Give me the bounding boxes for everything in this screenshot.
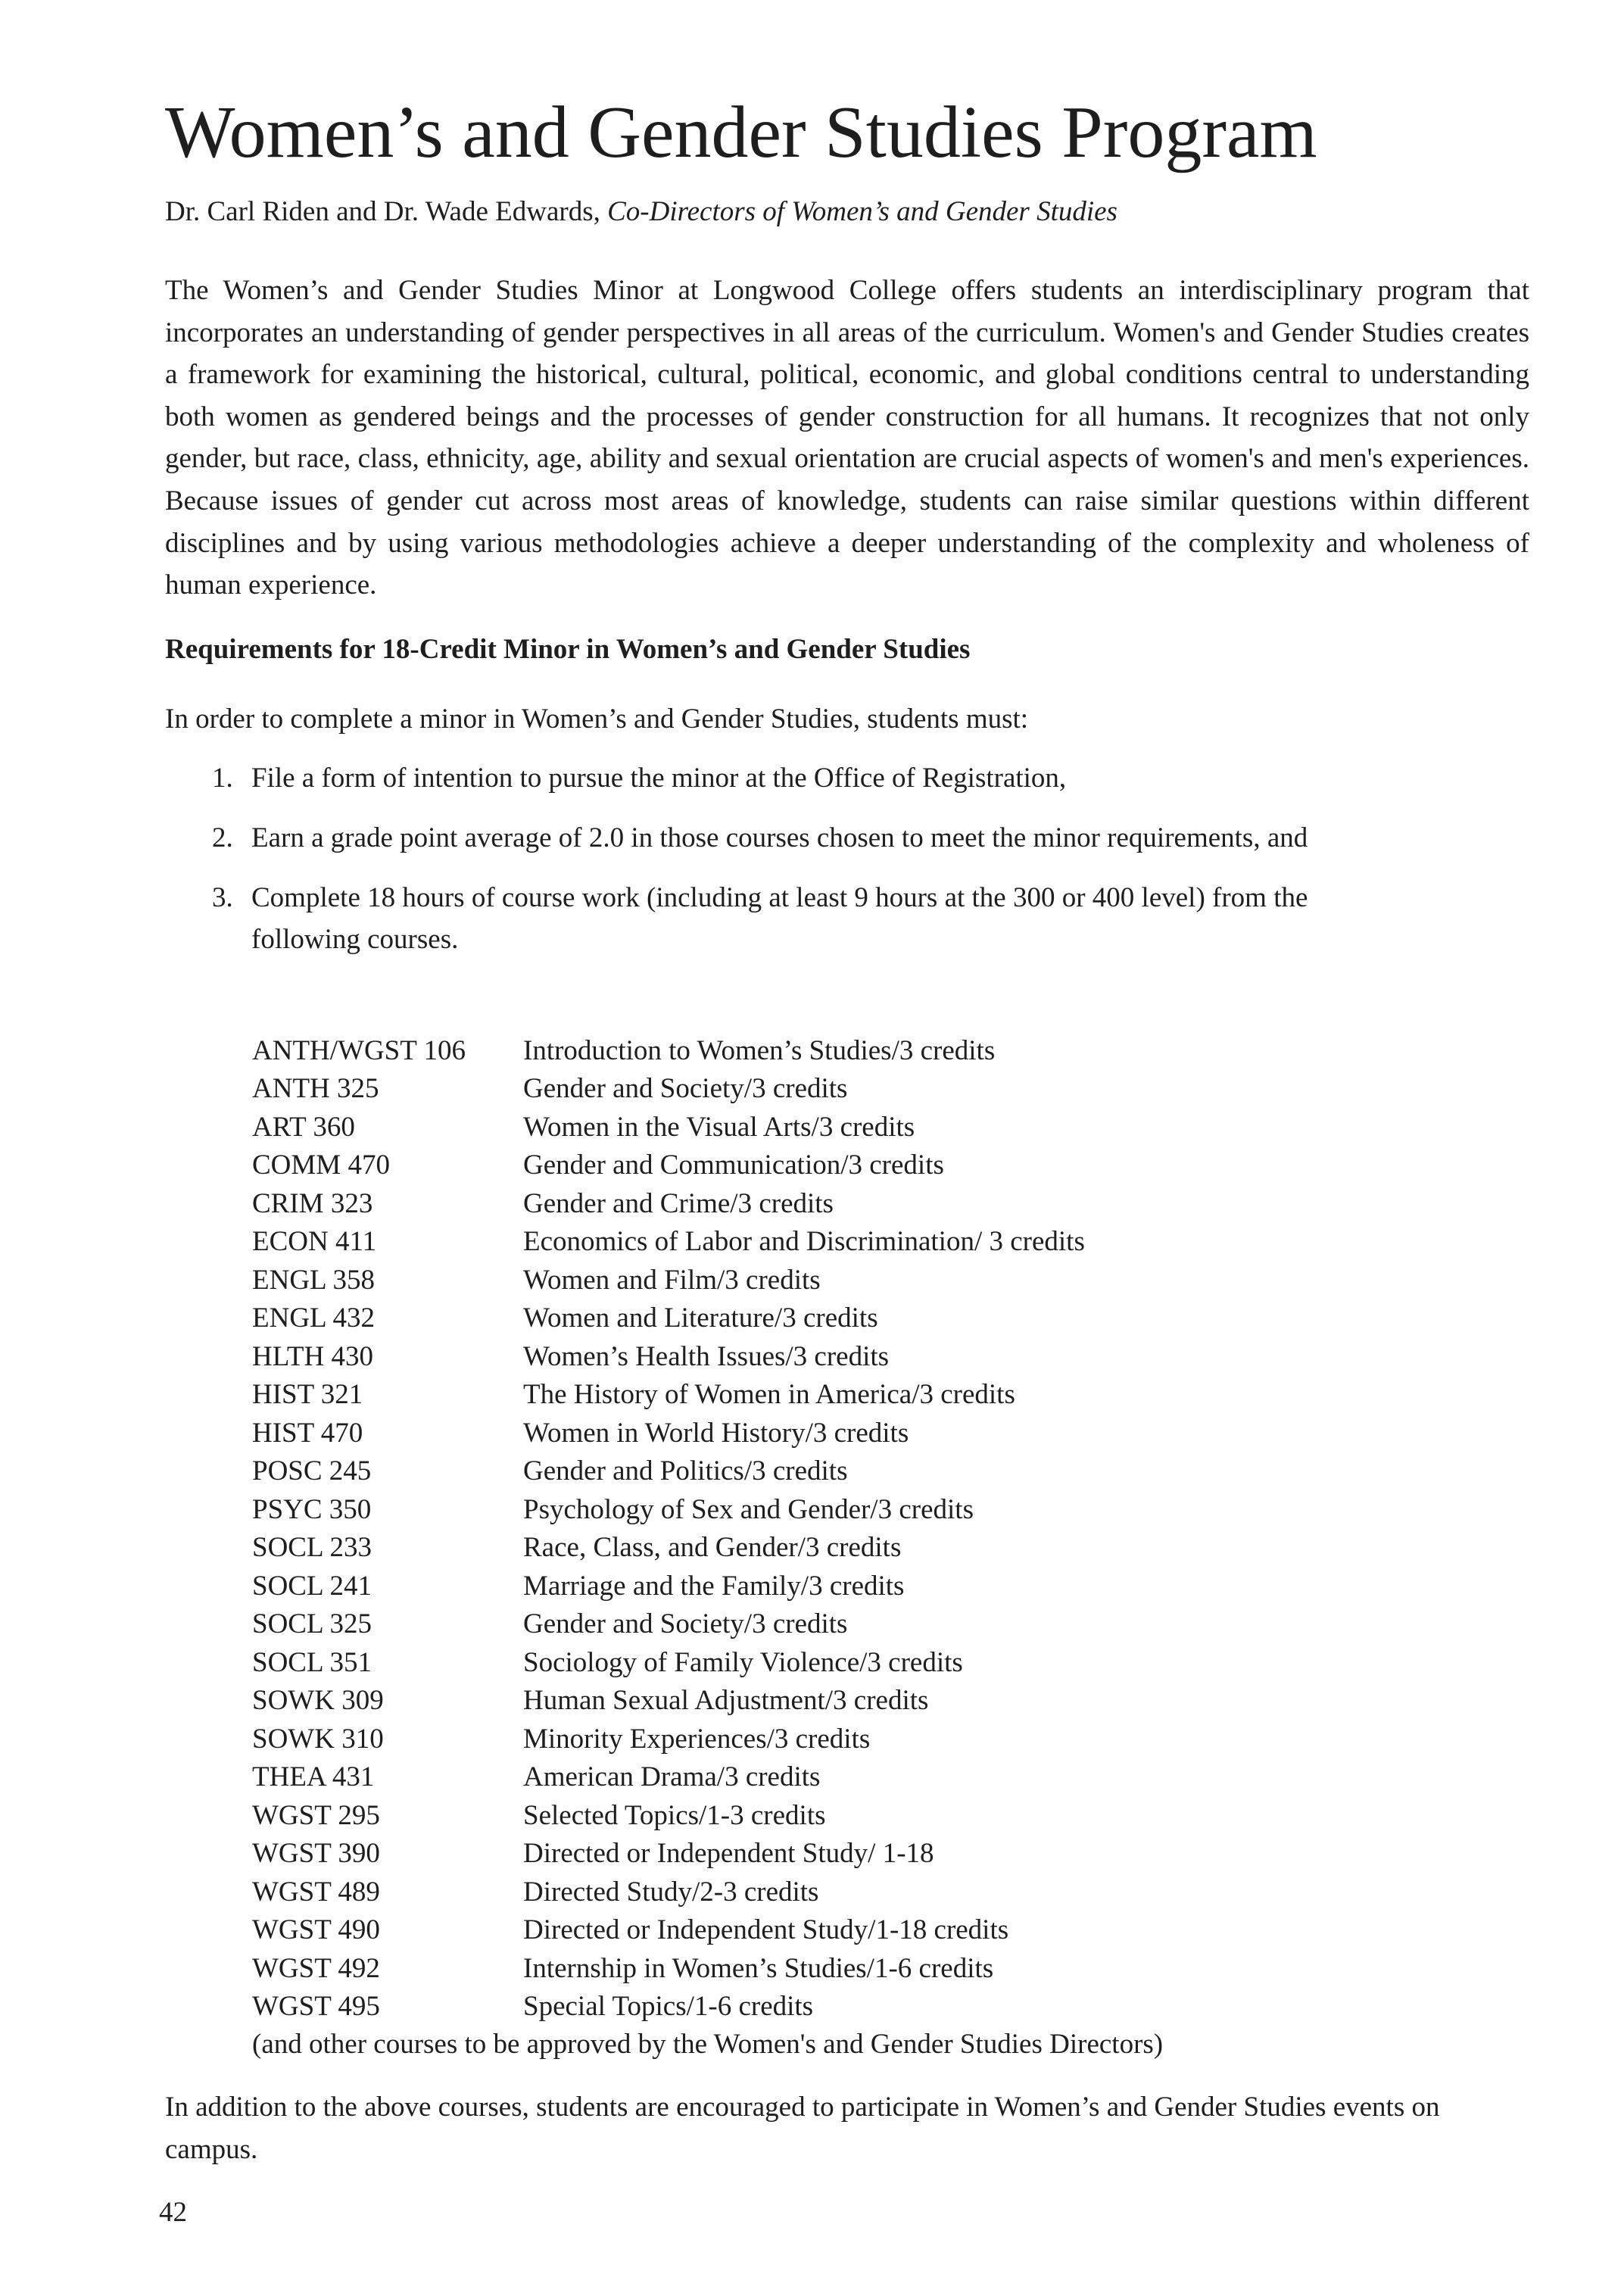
course-title: Race, Class, and Gender/3 credits	[523, 1532, 902, 1564]
course-title: Women in World History/3 credits	[523, 1417, 909, 1449]
course-title: Directed or Independent Study/1-18 credits	[523, 1914, 1009, 1946]
requirements-intro: In order to complete a minor in Women’s and Gender Studies, students must:	[165, 703, 1029, 735]
course-row	[252, 1873, 1163, 1911]
course-title: Women and Film/3 credits	[523, 1264, 821, 1296]
course-title: Selected Topics/1-3 credits	[523, 1799, 826, 1831]
course-code: PSYC 350	[252, 1493, 372, 1525]
course-row	[252, 1567, 1163, 1605]
course-row	[252, 1796, 1163, 1835]
requirement-number: 1.	[212, 763, 233, 794]
course-title: Special Topics/1-6 credits	[523, 1991, 814, 2023]
course-row	[252, 1911, 1163, 1950]
course-row	[252, 1261, 1163, 1299]
course-code: ENGL 358	[252, 1264, 376, 1296]
course-row	[252, 1682, 1163, 1721]
course-row	[252, 1529, 1163, 1568]
course-title: Internship in Women’s Studies/1-6 credits	[523, 1952, 994, 1984]
course-code: WGST 390	[252, 1838, 380, 1870]
requirements-heading: Requirements for 18-Credit Minor in Women’s and Gender Studies	[165, 634, 971, 665]
intro-paragraph: The Women’s and Gender Studies Minor at Longwood College offers students an interdisciplinary program that incorporates an understanding of gender perspectives in all areas of the curriculum. Women's and Gender Studies creates a framework for examining the historical, cultural, political, economic, and global conditions central to understanding both women as gendered beings and the processes of gender construction for all humans. It recognizes that not only gender, but race, class, ethnicity, age, ability and sexual orientation are crucial aspects of women's and men's experiences. Because issues of gender cut across most areas of knowledge, students can raise similar questions within different disciplines and by using various methodologies achieve a deeper understanding of the complexity and wholeness of human experience.	[165, 275, 1529, 601]
requirement-text: File a form of intention to pursue the minor at the Office of Registration,	[251, 763, 1067, 794]
course-row	[252, 1758, 1163, 1797]
course-code: HIST 470	[252, 1417, 363, 1449]
course-row	[252, 1031, 1163, 1070]
course-row	[252, 1070, 1163, 1109]
requirement-item	[212, 877, 1317, 960]
course-code: SOWK 310	[252, 1723, 384, 1755]
page-number: 42	[159, 2197, 187, 2228]
course-code: WGST 489	[252, 1876, 380, 1908]
course-title: Sociology of Family Violence/3 credits	[523, 1646, 963, 1678]
course-code: CRIM 323	[252, 1187, 373, 1219]
course-title: Gender and Society/3 credits	[523, 1073, 848, 1105]
course-code: SOCL 233	[252, 1532, 372, 1564]
course-code: ENGL 432	[252, 1302, 376, 1334]
course-title: Gender and Crime/3 credits	[523, 1187, 834, 1219]
requirement-item	[212, 757, 1317, 799]
course-code: WGST 490	[252, 1914, 380, 1946]
course-title: Women’s Health Issues/3 credits	[523, 1340, 890, 1372]
course-title: Psychology of Sex and Gender/3 credits	[523, 1493, 974, 1525]
course-row	[252, 1337, 1163, 1376]
courses-note: (and other courses to be approved by the Women's and Gender Studies Directors)	[252, 2029, 1164, 2060]
course-title: Gender and Society/3 credits	[523, 1608, 848, 1640]
course-code: WGST 295	[252, 1799, 380, 1831]
course-code: SOCL 325	[252, 1608, 372, 1640]
requirement-text: Complete 18 hours of course work (including at least 9 hours at the 300 or 400 level) from the following courses.	[251, 882, 1308, 955]
directors-line	[165, 195, 1117, 229]
course-title: Introduction to Women’s Studies/3 credits	[523, 1034, 996, 1066]
course-code: WGST 495	[252, 1991, 380, 2023]
page-title: Women’s and Gender Studies Program	[165, 92, 1317, 173]
course-title: Minority Experiences/3 credits	[523, 1723, 871, 1755]
course-code: COMM 470	[252, 1150, 390, 1181]
course-code: ART 360	[252, 1111, 355, 1143]
course-title: Women and Literature/3 credits	[523, 1302, 878, 1334]
course-row	[252, 1643, 1163, 1682]
course-code: SOCL 351	[252, 1646, 372, 1678]
course-title: Marriage and the Family/3 credits	[523, 1570, 905, 1602]
directors-names: Dr. Carl Riden and Dr. Wade Edwards,	[165, 196, 608, 227]
course-title: Gender and Politics/3 credits	[523, 1455, 848, 1487]
course-row	[252, 1376, 1163, 1415]
course-code: ECON 411	[252, 1226, 377, 1258]
course-row	[252, 1184, 1163, 1223]
course-code: WGST 492	[252, 1952, 380, 1984]
course-code: THEA 431	[252, 1761, 375, 1793]
course-row	[252, 1835, 1163, 1873]
course-title: American Drama/3 credits	[523, 1761, 821, 1793]
course-title: Gender and Communication/3 credits	[523, 1150, 944, 1181]
course-title: Directed Study/2-3 credits	[523, 1876, 819, 1908]
course-title: Human Sexual Adjustment/3 credits	[523, 1685, 929, 1717]
requirement-item	[212, 817, 1317, 859]
course-code: HIST 321	[252, 1379, 363, 1411]
course-title: The History of Women in America/3 credits	[523, 1379, 1015, 1411]
course-row	[252, 1988, 1163, 2026]
course-title: Women in the Visual Arts/3 credits	[523, 1111, 915, 1143]
course-row	[252, 1490, 1163, 1529]
course-row	[252, 1299, 1163, 1338]
course-row	[252, 1452, 1163, 1491]
requirements-list	[212, 757, 1317, 978]
course-row	[252, 1414, 1163, 1452]
course-code: POSC 245	[252, 1455, 372, 1487]
course-list	[252, 1031, 1163, 2064]
requirement-text: Earn a grade point average of 2.0 in those courses chosen to meet the minor requirements, and	[251, 822, 1308, 853]
course-code: SOCL 241	[252, 1570, 372, 1602]
course-code: HLTH 430	[252, 1340, 373, 1372]
directors-role: Co-Directors of Women’s and Gender Studies	[607, 196, 1117, 227]
course-code: SOWK 309	[252, 1685, 384, 1717]
course-code: ANTH 325	[252, 1073, 379, 1105]
course-row	[252, 1223, 1163, 1262]
requirement-number: 3.	[212, 882, 233, 913]
course-title: Directed or Independent Study/ 1-18	[523, 1838, 934, 1870]
course-row	[252, 1108, 1163, 1146]
course-row	[252, 1720, 1163, 1758]
course-code: ANTH/WGST 106	[252, 1034, 466, 1066]
closing-paragraph: In addition to the above courses, students are encouraged to participate in Women’s and Gender Studies events on campus.	[165, 2092, 1440, 2165]
requirement-number: 2.	[212, 822, 233, 853]
course-row	[252, 1605, 1163, 1644]
course-row	[252, 1146, 1163, 1185]
course-row	[252, 1949, 1163, 1988]
course-title: Economics of Labor and Discrimination/ 3 credits	[523, 1226, 1085, 1258]
